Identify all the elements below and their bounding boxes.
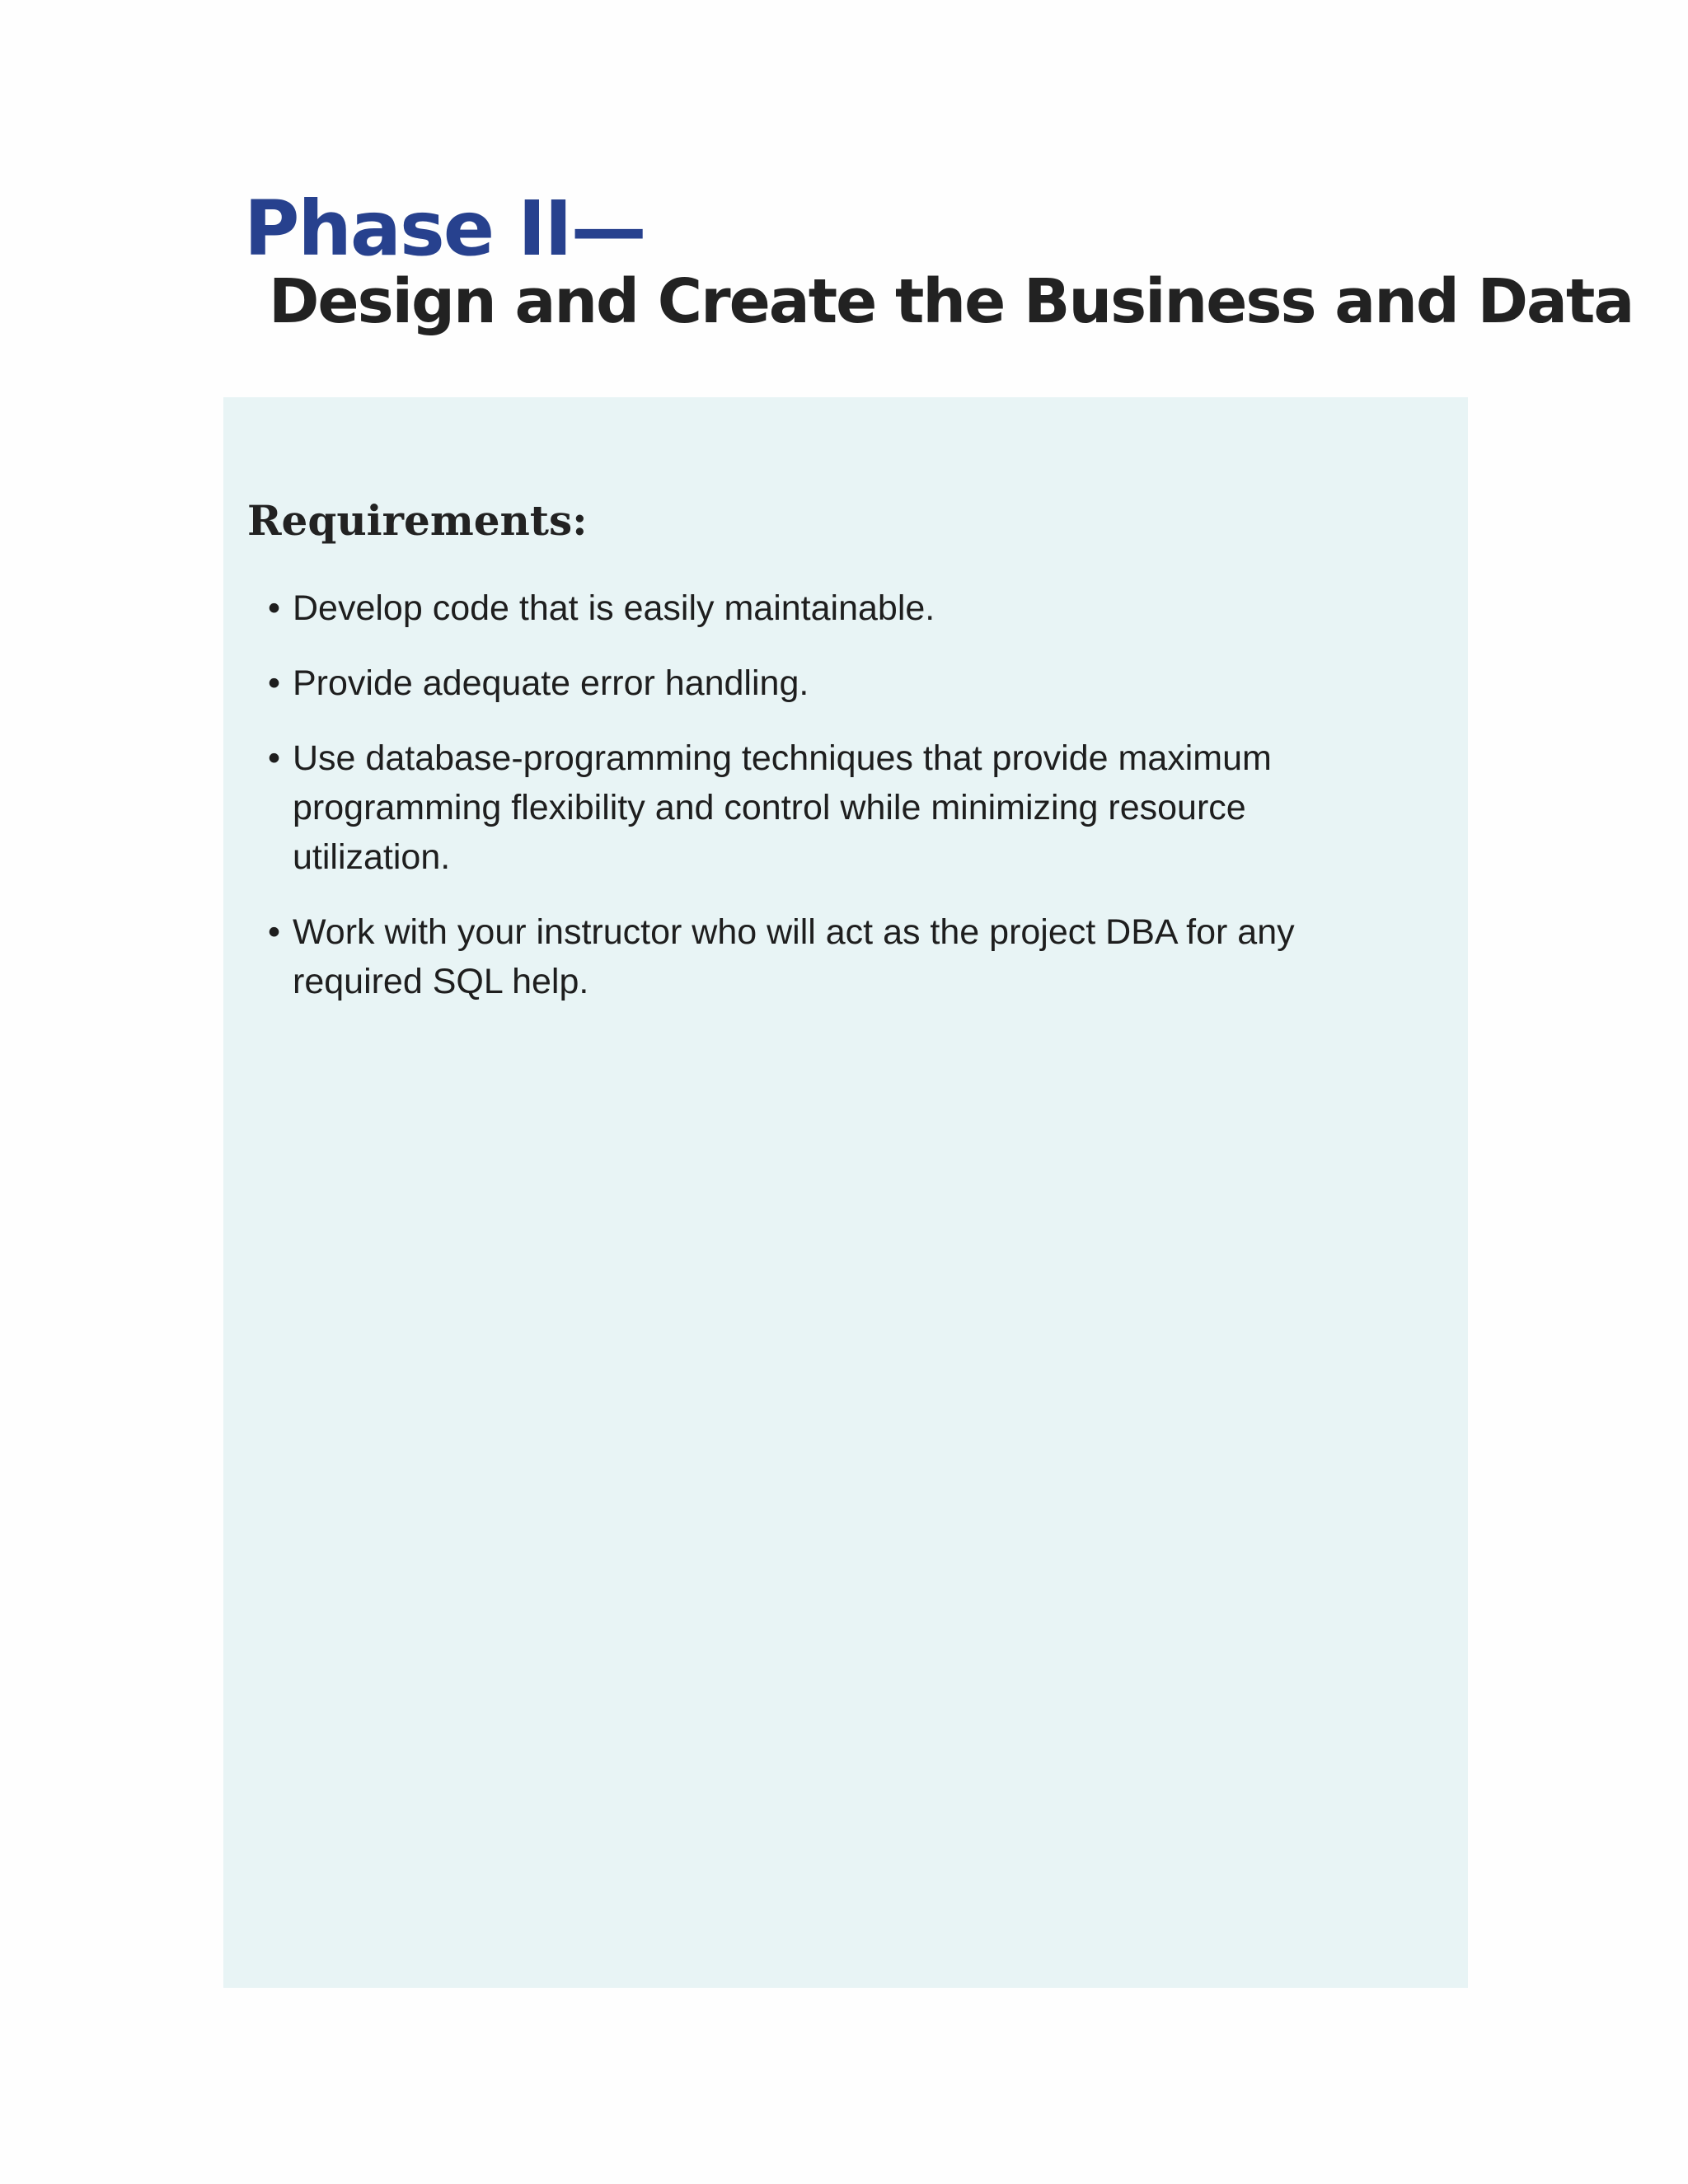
requirements-heading: Requirements:: [247, 496, 588, 545]
phase-subtitle: Design and Create the Business and Data: [269, 266, 1634, 337]
list-item-text: Use database-programming techniques that provide maximum programming flexibility and control while minimizing resource utilization.: [293, 738, 1272, 877]
bullet-icon: •: [268, 912, 281, 952]
requirements-panel: [223, 397, 1468, 1988]
list-item: [268, 583, 1405, 633]
phase-title: Phase II—: [244, 185, 645, 273]
list-item-text: Provide adequate error handling.: [293, 663, 809, 703]
bullet-icon: •: [268, 663, 281, 703]
list-item: [268, 907, 1405, 1006]
requirements-list: [268, 583, 1405, 1032]
bullet-icon: •: [268, 738, 281, 778]
list-item: [268, 733, 1405, 882]
list-item-text: Work with your instructor who will act as the project DBA for any required SQL help.: [293, 912, 1295, 1001]
heading-block: [244, 185, 1634, 337]
list-item-text: Develop code that is easily maintainable.: [293, 588, 935, 628]
bullet-icon: •: [268, 588, 281, 628]
list-item: [268, 658, 1405, 708]
